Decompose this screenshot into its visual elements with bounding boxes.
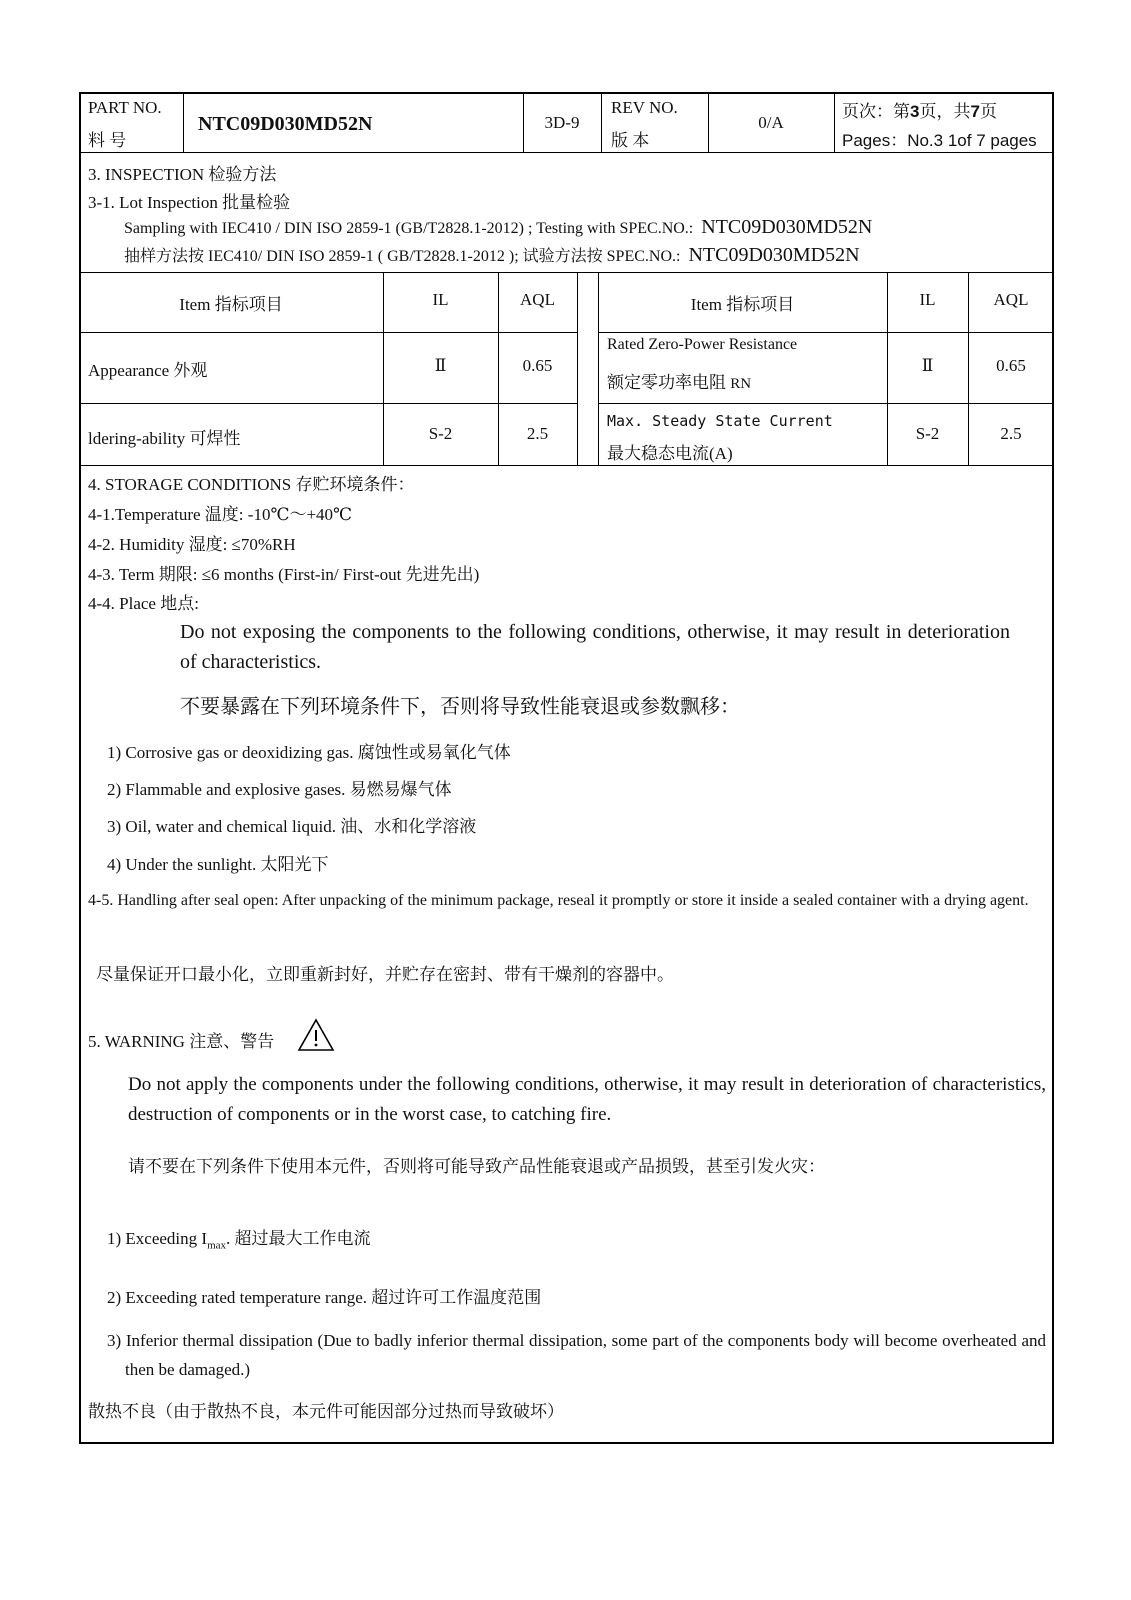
storage-temperature: 4-1.Temperature 温度: -10℃～+40℃ xyxy=(88,505,353,524)
place-item: 2) Flammable and explosive gases. 易燃易爆气体 xyxy=(107,780,452,799)
warning-icon xyxy=(297,1018,335,1052)
table-cell-aql: 2.5 xyxy=(526,424,549,443)
warning-item: 2) Exceeding rated temperature range. 超过许可工作温度范围 xyxy=(107,1288,542,1307)
handling-cn: 尽量保证开口最小化，立即重新封好，并贮存在密封、带有干燥剂的容器中。 xyxy=(96,965,674,984)
storage-humidity: 4-2. Humidity 湿度: ≤70%RH xyxy=(88,535,296,554)
warning-item: 3) Inferior thermal dissipation (Due to badly inferior thermal dissipation, some part of the components body will become overheated and then be damaged.) xyxy=(107,1331,1046,1379)
part-no-label-cn: 料 号 xyxy=(88,131,127,150)
section-3-1-title: 3-1. Lot Inspection 批量检验 xyxy=(88,193,291,212)
table-cell-il: S-2 xyxy=(915,424,940,443)
place-note-en: Do not exposing the components to the following conditions, otherwise, it may result in deterioration of characteristics. xyxy=(180,621,1010,673)
section-4-title: 4. STORAGE CONDITIONS 存贮环境条件： xyxy=(88,475,415,494)
doc-code: 3D-9 xyxy=(544,113,580,132)
table-header-aql: AQL xyxy=(520,290,555,309)
rev-number: 0/A xyxy=(758,113,784,132)
table-cell-il: Ⅱ xyxy=(921,356,934,375)
part-number: NTC09D030MD52N xyxy=(198,113,373,135)
part-no-label: PART NO. xyxy=(88,98,162,117)
sampling-cn: 抽样方法按 IEC410/ DIN ISO 2859-1 ( GB/T2828.1-2012 ); 试验方法按 SPEC.NO.: NTC09D030MD52N xyxy=(124,244,860,266)
warning-note-en: Do not apply the components under the following conditions, otherwise, it may result in deterioration of characteristics, destruction of components or in the worst case, to catching fire. xyxy=(128,1074,1046,1125)
storage-term: 4-3. Term 期限: ≤6 months (First-in/ First-out 先进先出) xyxy=(88,565,480,584)
warning-note-cn: 请不要在下列条件下使用本元件，否则将可能导致产品性能衰退或产品损毁，甚至引发火灾： xyxy=(128,1157,825,1176)
page-indicator-en: Pages：No.3 1of 7 pages xyxy=(842,131,1037,150)
table-row-rule xyxy=(598,332,1054,333)
table-row-rule xyxy=(79,403,577,404)
storage-place: 4-4. Place 地点: xyxy=(88,594,199,613)
place-item: 1) Corrosive gas or deoxidizing gas. 腐蚀性或易氧化气体 xyxy=(107,743,511,762)
rev-label-cn: 版 本 xyxy=(611,131,650,150)
table-top-rule xyxy=(79,272,1054,273)
table-bottom-rule xyxy=(79,465,1054,466)
header-bottom-rule xyxy=(79,152,1054,153)
table-cell-aql: 2.5 xyxy=(1000,424,1022,443)
table-cell-item: Appearance 外观 xyxy=(88,361,208,380)
table-cell-il: Ⅱ xyxy=(434,356,447,375)
table-cell-item-cn: 最大稳态电流(A) xyxy=(607,444,733,463)
header-divider xyxy=(601,92,602,152)
warning-item: 1) Exceeding $I_{max}$. 超过最大工作电流 xyxy=(107,1229,371,1252)
table-header-il: IL xyxy=(919,290,936,309)
header-divider xyxy=(183,92,184,152)
table-cell-item-en: Rated Zero-Power Resistance xyxy=(607,336,798,353)
handling-en: 4-5. Handling after seal open: After unpacking of the minimum package, reseal it promptly or store it inside a sealed container with a drying agent. xyxy=(88,892,1029,909)
section-3-title: 3. INSPECTION 检验方法 xyxy=(88,165,277,184)
table-header-item: Item 指标项目 xyxy=(690,295,795,314)
table-col-rule xyxy=(577,272,578,465)
table-cell-aql: 0.65 xyxy=(996,356,1026,375)
table-header-item: Item 指标项目 xyxy=(179,295,283,314)
page-indicator-cn: 页次：第3页，共7页 xyxy=(842,102,997,121)
rev-label: REV NO. xyxy=(611,98,678,117)
section-5-title: 5. WARNING 注意、警告 xyxy=(88,1032,275,1051)
place-note-cn: 不要暴露在下列环境条件下，否则将导致性能衰退或参数飘移： xyxy=(180,696,740,718)
table-cell-il: S-2 xyxy=(428,424,453,443)
place-item: 3) Oil, water and chemical liquid. 油、水和化学溶液 xyxy=(107,817,477,836)
table-cell-item-en: Max. Steady State Current xyxy=(607,412,833,430)
table-header-aql: AQL xyxy=(993,290,1029,309)
warning-item-cn: 散热不良（由于散热不良，本元件可能因部分过热而导致破坏） xyxy=(88,1402,564,1421)
table-cell-item-cn: 额定零功率电阻 RN xyxy=(607,373,752,392)
table-cell-aql: 0.65 xyxy=(522,356,553,375)
table-row-rule xyxy=(79,332,577,333)
header-divider xyxy=(834,92,835,152)
table-row-rule xyxy=(598,403,1054,404)
place-item: 4) Under the sunlight. 太阳光下 xyxy=(107,855,329,874)
table-cell-item: ldering-ability 可焊性 xyxy=(88,429,241,448)
table-header-il: IL xyxy=(432,290,449,309)
sampling-en: Sampling with IEC410 / DIN ISO 2859-1 (GB/T2828.1-2012) ; Testing with SPEC.NO.: NTC09D030MD52N xyxy=(124,216,873,238)
